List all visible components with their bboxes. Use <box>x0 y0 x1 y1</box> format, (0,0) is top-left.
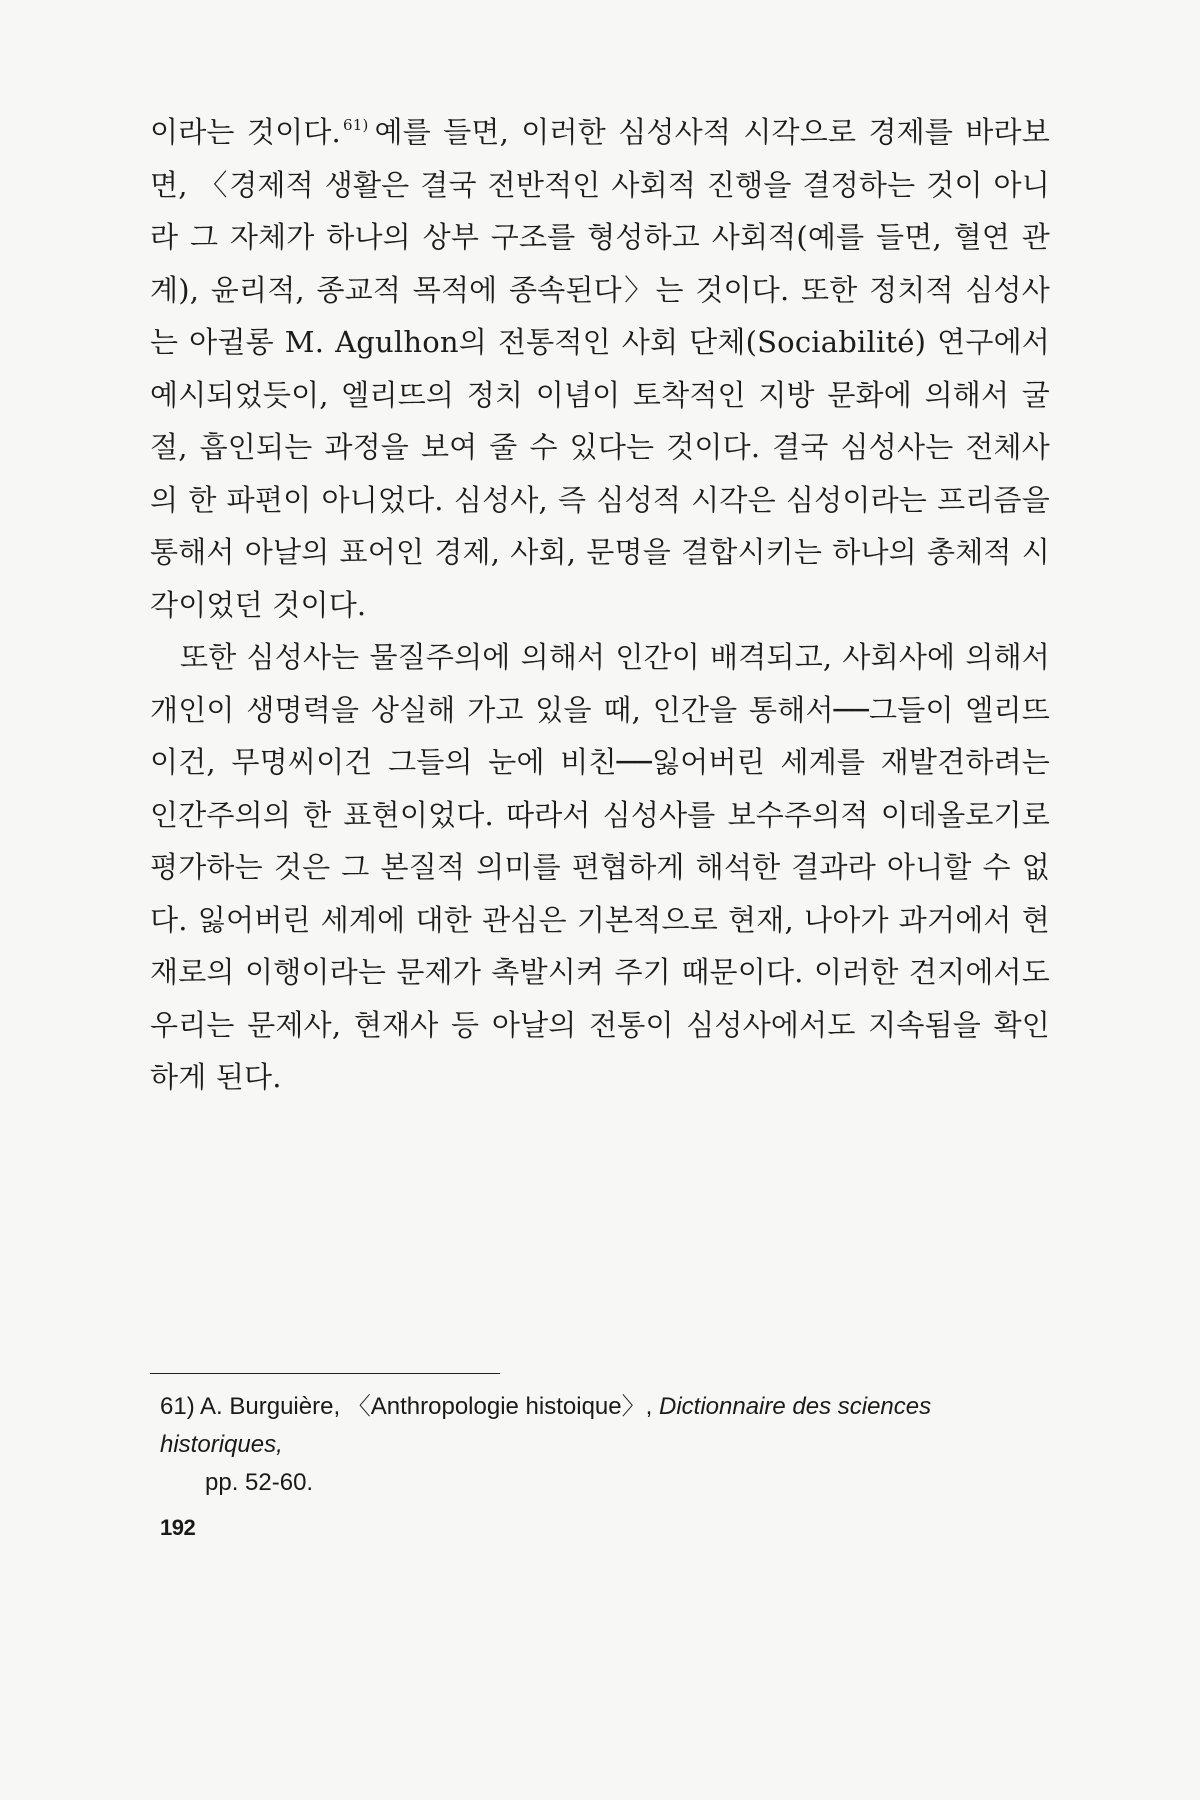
footnote-article: 〈Anthropologie histoique〉, <box>346 1393 653 1420</box>
footnote-author: A. Burguière, <box>200 1393 341 1420</box>
footnote-work-title: Dictionnaire des sciences historiques, <box>160 1393 932 1458</box>
footnote <box>160 1388 1040 1502</box>
footnote-number: 61) <box>160 1393 195 1420</box>
paragraph-1-rest: 예를 들면, 이러한 심성사적 시각으로 경제를 바라보면, 〈경제적 생활은 결국 전반적인 사회적 진행을 결정하는 것이 아니라 그 자체가 하나의 상부 구조를 형성하고 사회적(예를 들면, 혈연 관계), 윤리적, 종교적 목적에 종속된다〉는 것이다. 또한 정치적 심성사는 아귈롱 M. Agulhon의 전통적인 사회 단체(Sociabilité) 연구에서 예시되었듯이, 엘리뜨의 정치 이념이 토착적인 지방 문화에 의해서 굴절, 흡인되는 과정을 보여 줄 수 있다는 것이다. 결국 심성사는 전체사의 한 파편이 아니었다. 심성사, 즉 심성적 시각은 심성이라는 프리즘을 통해서 아날의 표어인 경제, 사회, 문명을 결합시키는 하나의 총체적 시각이었던 것이다. <box>150 115 1050 622</box>
paragraph-2: 또한 심성사는 물질주의에 의해서 인간이 배격되고, 사회사에 의해서 개인이 생명력을 상실해 가고 있을 때, 인간을 통해서──그들이 엘리뜨이건, 무명씨이건 그들의 눈에 비친──잃어버린 세계를 재발견하려는 인간주의의 한 표현이었다. 따라서 심성사를 보수주의적 이데올로기로 평가하는 것은 그 본질적 의미를 편협하게 해석한 결과라 아니할 수 없다. 잃어버린 세계에 대한 관심은 기본적으로 현재, 나아가 과거에서 현재로의 이행이라는 문제가 촉발시켜 주기 때문이다. 이러한 견지에서도 우리는 문제사, 현재사 등 아날의 전통이 심성사에서도 지속됨을 확인하게 된다. <box>150 640 1050 1094</box>
main-text <box>150 106 1050 1104</box>
footnote-pages: pp. 52-60. <box>205 1469 314 1496</box>
page-number: 192 <box>160 1515 196 1540</box>
paragraph-1 <box>150 106 1050 631</box>
footnote-divider <box>150 1373 500 1374</box>
footnote-reference: 61) <box>342 116 369 134</box>
paragraph-1-start: 이라는 것이다. <box>150 115 341 149</box>
